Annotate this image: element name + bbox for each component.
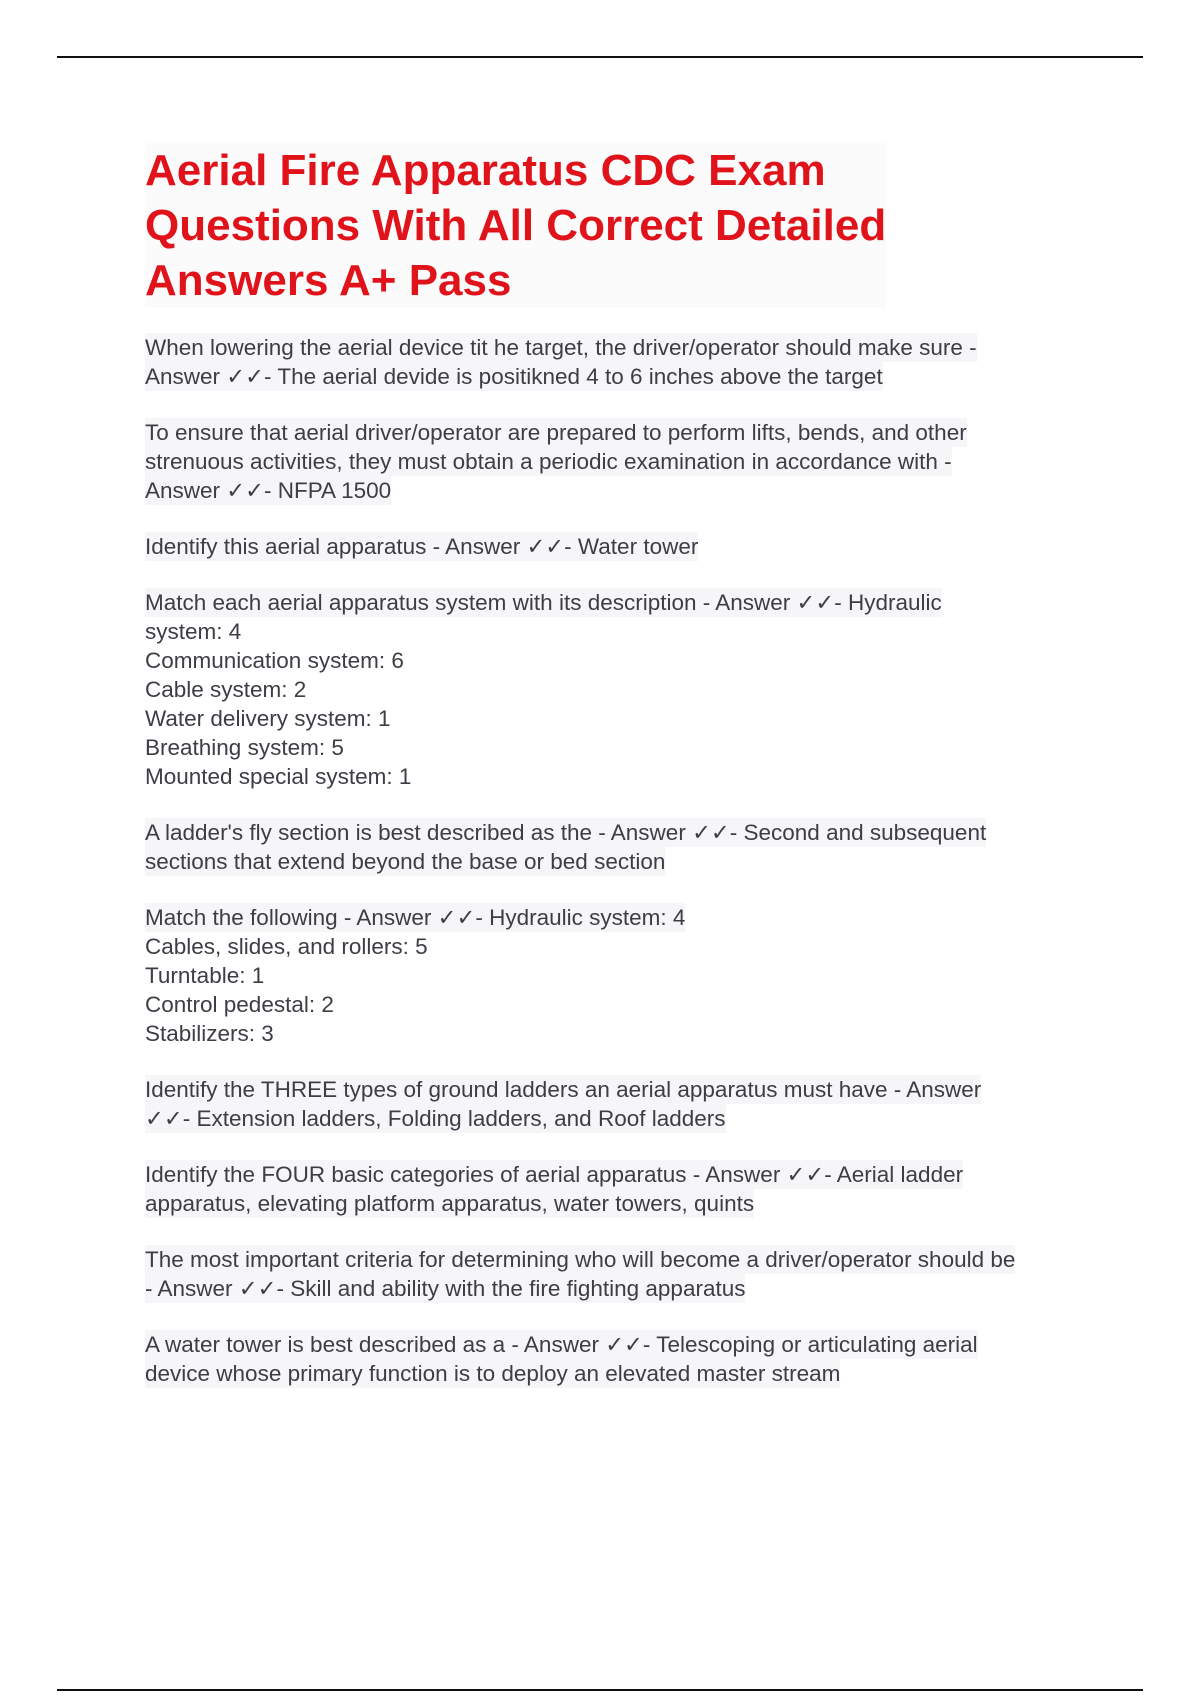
qa-line: Stabilizers: 3: [145, 1021, 274, 1046]
top-divider: [57, 56, 1143, 58]
qa-line: Cables, slides, and rollers: 5: [145, 934, 428, 959]
qa-line: Answer ✓✓- The aerial devide is positikned 4 to 6 inches above the target: [145, 364, 883, 389]
qa-line: Cable system: 2: [145, 677, 307, 702]
qa-line: Communication system: 6: [145, 648, 404, 673]
title-line: Answers A+ Pass: [145, 256, 512, 305]
qa-line: sections that extend beyond the base or bed section: [145, 849, 666, 874]
qa-line: Water delivery system: 1: [145, 706, 391, 731]
qa-line: Turntable: 1: [145, 963, 265, 988]
document-title: [145, 143, 886, 308]
qa-item: [145, 903, 1090, 1048]
qa-item: [145, 418, 1090, 505]
qa-line: Identify this aerial apparatus - Answer ✓✓- Water tower: [145, 534, 699, 559]
qa-line: The most important criteria for determining who will become a driver/operator should be: [145, 1247, 1016, 1272]
qa-line: To ensure that aerial driver/operator are prepared to perform lifts, bends, and other: [145, 420, 967, 445]
qa-line: Identify the THREE types of ground ladders an aerial apparatus must have - Answer: [145, 1077, 982, 1102]
qa-item: [145, 818, 1090, 876]
qa-line: strenuous activities, they must obtain a periodic examination in accordance with -: [145, 449, 952, 474]
qa-line: Mounted special system: 1: [145, 764, 412, 789]
qa-line: Control pedestal: 2: [145, 992, 334, 1017]
qa-item: [145, 1160, 1090, 1218]
qa-item: [145, 333, 1090, 391]
qa-line: Identify the FOUR basic categories of aerial apparatus - Answer ✓✓- Aerial ladder: [145, 1162, 964, 1187]
qa-line: apparatus, elevating platform apparatus, water towers, quints: [145, 1191, 755, 1216]
qa-line: A ladder's fly section is best described as the - Answer ✓✓- Second and subsequent: [145, 820, 987, 845]
qa-line: - Answer ✓✓- Skill and ability with the fire fighting apparatus: [145, 1276, 746, 1301]
qa-line: system: 4: [145, 619, 242, 644]
qa-line: Match each aerial apparatus system with its description - Answer ✓✓- Hydraulic: [145, 590, 942, 615]
qa-item: [145, 1075, 1090, 1133]
qa-line: Breathing system: 5: [145, 735, 344, 760]
qa-item: [145, 588, 1090, 791]
qa-line: Match the following - Answer ✓✓- Hydraulic system: 4: [145, 905, 686, 930]
bottom-divider: [57, 1689, 1143, 1691]
qa-item: [145, 532, 1090, 561]
qa-line: ✓✓- Extension ladders, Folding ladders, and Roof ladders: [145, 1106, 726, 1131]
qa-item: [145, 1330, 1090, 1388]
title-line: Aerial Fire Apparatus CDC Exam: [145, 146, 826, 195]
qa-line: A water tower is best described as a - Answer ✓✓- Telescoping or articulating aerial: [145, 1332, 978, 1357]
qa-line: device whose primary function is to deploy an elevated master stream: [145, 1361, 841, 1386]
qa-item: [145, 1245, 1090, 1303]
document-body: [145, 143, 1090, 1415]
qa-line: When lowering the aerial device tit he target, the driver/operator should make sure -: [145, 335, 977, 360]
qa-line: Answer ✓✓- NFPA 1500: [145, 478, 392, 503]
qa-list: [145, 333, 1090, 1388]
title-line: Questions With All Correct Detailed: [145, 201, 887, 250]
